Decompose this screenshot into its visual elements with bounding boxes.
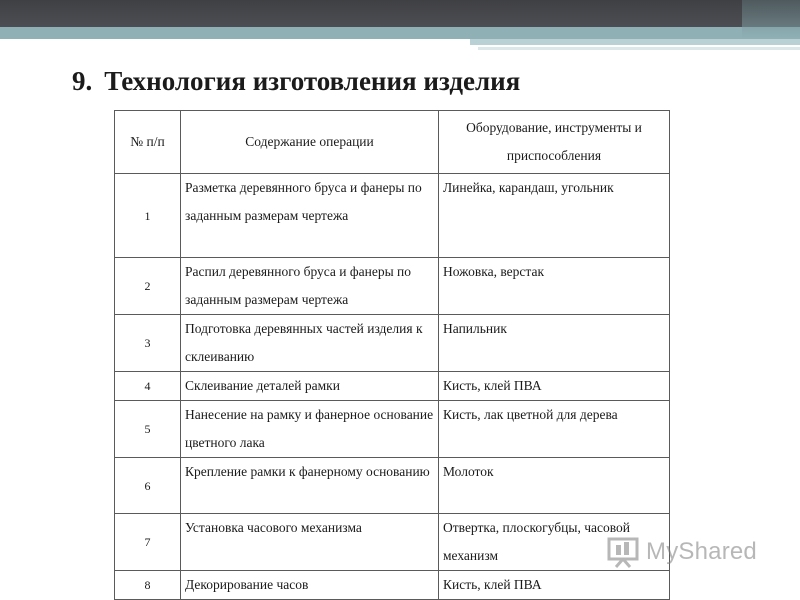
cell-num: 3 (115, 315, 181, 372)
cell-num: 2 (115, 258, 181, 315)
presentation-board-icon (606, 536, 642, 568)
cell-num: 7 (115, 514, 181, 571)
cell-num: 6 (115, 458, 181, 514)
cell-operation: Распил деревянного бруса и фанеры по заданным размерам чертежа (181, 258, 439, 315)
table-row (115, 315, 670, 372)
cell-equipment: Ножовка, верстак (439, 258, 670, 315)
cell-operation: Подготовка деревянных частей изделия к склеиванию (181, 315, 439, 372)
cell-equipment: Линейка, карандаш, угольник (439, 174, 670, 258)
top-decor-bar (0, 0, 800, 27)
table-row (115, 372, 670, 401)
accent-line-thin (478, 47, 800, 50)
cell-equipment: Кисть, лак цветной для дерева (439, 401, 670, 458)
table-row (115, 458, 670, 514)
cell-equipment: Кисть, клей ПВА (439, 372, 670, 401)
accent-stripe-light (470, 39, 800, 45)
operations-table (114, 110, 670, 600)
cell-operation: Нанесение на рамку и фанерное основание цветного лака (181, 401, 439, 458)
slide-title-text: Технология изготовления изделия (104, 66, 521, 96)
cell-num: 5 (115, 401, 181, 458)
cell-num: 1 (115, 174, 181, 258)
cell-operation: Установка часового механизма (181, 514, 439, 571)
watermark-text: MyShared (646, 538, 757, 565)
cell-equipment: Молоток (439, 458, 670, 514)
slide-title-number: 9. (72, 66, 93, 96)
cell-num: 4 (115, 372, 181, 401)
table-header-row (115, 111, 670, 174)
cell-operation: Разметка деревянного бруса и фанеры по заданным размерам чертежа (181, 174, 439, 258)
top-accent-stripe (0, 27, 800, 39)
header-equipment: Оборудование, инструменты и приспособления (439, 111, 670, 174)
cell-num: 8 (115, 571, 181, 600)
cell-equipment: Кисть, клей ПВА (439, 571, 670, 600)
cell-operation: Крепление рамки к фанерному основанию (181, 458, 439, 514)
table-row (115, 401, 670, 458)
table-row (115, 174, 670, 258)
watermark (606, 536, 757, 568)
table-row (115, 258, 670, 315)
cell-equipment: Напильник (439, 315, 670, 372)
header-operation: Содержание операции (181, 111, 439, 174)
cell-equipment: Отвертка, плоскогубцы, часовой механизм (439, 514, 670, 571)
corner-decor (742, 0, 800, 39)
cell-operation: Склеивание деталей рамки (181, 372, 439, 401)
slide-title (72, 66, 520, 97)
header-num: № п/п (115, 111, 181, 174)
table-row (115, 571, 670, 600)
cell-operation: Декорирование часов (181, 571, 439, 600)
table-row (115, 514, 670, 571)
